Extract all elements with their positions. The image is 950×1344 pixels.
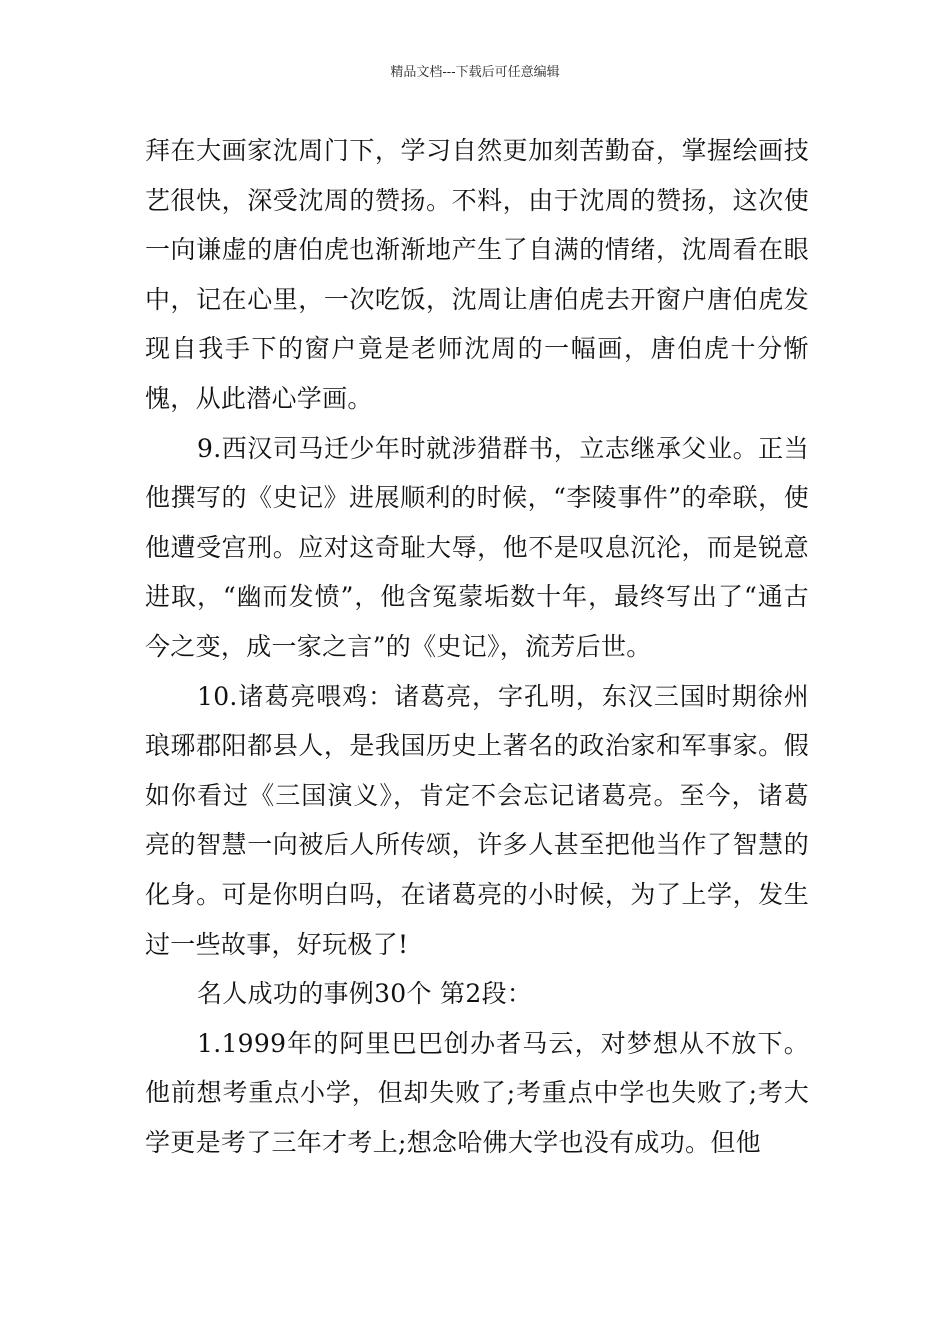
paragraph-ma-yun: 1.1999年的阿里巴巴创办者马云，对梦想从不放下。他前想考重点小学，但却失败了;考重点中学也失败了;考大学更是考了三年才考上;想念哈佛大学也没有成功。但他 [145, 1028, 809, 1157]
paragraph-tang-bohu: 拜在大画家沈周门下，学习自然更加刻苦勤奋，掌握绘画技艺很快，深受沈周的赞扬。不料，由于沈周的赞扬，这次使一向谦虚的唐伯虎也渐渐地产生了自满的情绪，沈周看在眼中，记在心里，一次吃饭，沈周让唐伯虎去开窗户唐伯虎发现自我手下的窗户竟是老师沈周的一幅画，唐伯虎十分惭愧，从此潜心学画。 [145, 136, 809, 413]
paragraph-sima-qian: 9.西汉司马迁少年时就涉猎群书，立志继承父业。正当他撰写的《史记》进展顺利的时候，“李陵事件”的牵联，使他遭受宫刑。应对这奇耻大辱，他不是叹息沉沦，而是锐意进取，“幽而发愤”，他含冤蒙垢数十年，最终写出了“通古今之变，成一家之言”的《史记》，流芳后世。 [145, 433, 809, 661]
section-heading: 名人成功的事例30个 第2段： [197, 979, 533, 1009]
paragraph-zhuge-liang: 10.诸葛亮喂鸡：诸葛亮，字孔明，东汉三国时期徐州琅琊郡阳都县人，是我国历史上著名的政治家和军事家。假如你看过《三国演义》，肯定不会忘记诸葛亮。至今，诸葛亮的智慧一向被后人所传颂，许多人甚至把他当作了智慧的化身。可是你明白吗，在诸葛亮的小时候，为了上学，发生过一些故事，好玩极了! [145, 681, 809, 959]
document-body [145, 126, 809, 1167]
page-header: 精品文档---下载后可任意编辑 [390, 65, 560, 80]
